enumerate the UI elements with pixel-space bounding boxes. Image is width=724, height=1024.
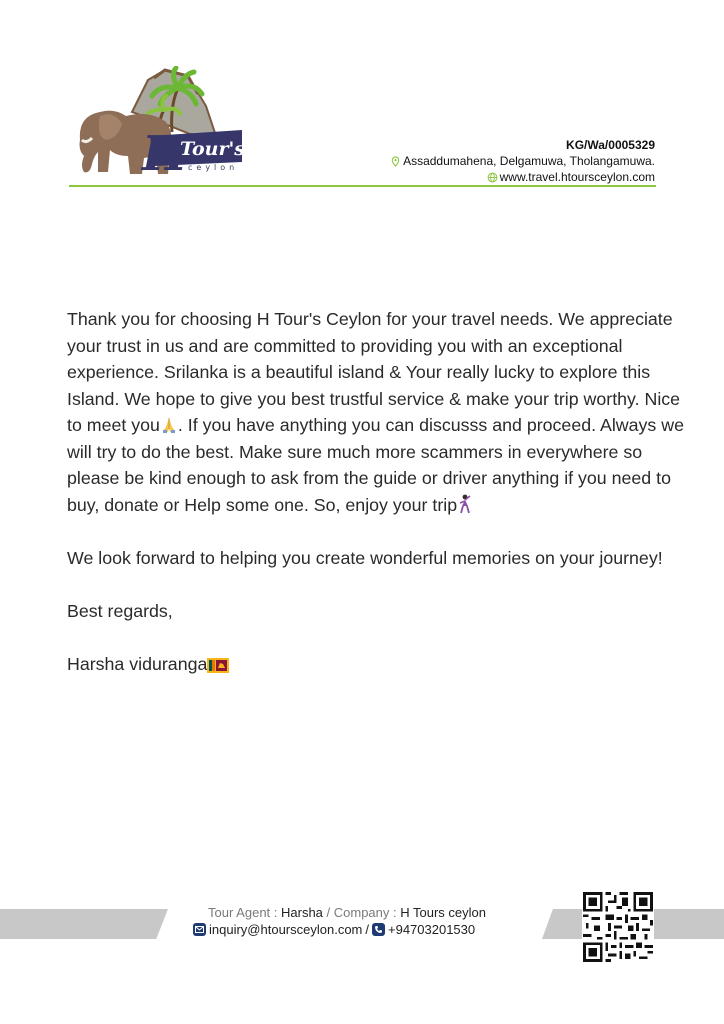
svg-text:Tour's: Tour's: [180, 138, 245, 160]
letter-body: [67, 306, 687, 677]
globe-icon: [487, 172, 498, 183]
mail-icon: [193, 923, 206, 936]
contact-separator: /: [365, 922, 369, 937]
company-name: H Tours ceylon: [400, 905, 486, 920]
address-line: [390, 154, 655, 168]
agent-name: Harsha: [281, 905, 323, 920]
footer-contact-line: [193, 922, 475, 937]
sri-lanka-flag-icon: [207, 658, 229, 673]
website-line[interactable]: [487, 170, 655, 184]
letter-paragraph-2: We look forward to helping you create wonderful memories on your journey!: [67, 547, 663, 568]
qr-code-icon[interactable]: [582, 891, 654, 963]
folded-hands-icon: [160, 416, 178, 434]
email-link[interactable]: inquiry@htoursceylon.com: [209, 922, 363, 937]
registration-number: KG/Wa/0005329: [566, 138, 655, 152]
letter-signature: Harsha viduranga: [67, 651, 687, 678]
footer-stripe-left: [0, 909, 168, 939]
phone-number[interactable]: +94703201530: [388, 922, 476, 937]
address-text: Assaddumahena, Delgamuwa, Tholangamuwa.: [403, 154, 655, 168]
company-logo: [70, 66, 250, 184]
website-link[interactable]: www.travel.htoursceylon.com: [499, 170, 655, 184]
location-pin-icon: [390, 156, 401, 167]
letter-closing: Best regards,: [67, 600, 173, 621]
dancer-icon: [457, 494, 473, 514]
header-divider: [69, 185, 656, 187]
letter-paragraph-1: Thank you for choosing H Tour's Ceylon for your travel needs. We appreciate your trust in us and are committed to providing you with an exceptional experience. Srilanka is a beautiful island & Your really lucky to explore this Island. We hope to give you best trustful service & make your trip worthy. Nice to meet you . If you have anything you can discusss and proceed. Always we will try to do the best. Make sure much more scammers in everywhere so please be kind enough to ask from the guide or driver anything if you need to buy, donate or Help some one. So, enjoy your trip: [67, 309, 684, 515]
svg-text:H: H: [142, 126, 188, 182]
phone-icon: [372, 923, 385, 936]
logo-subtitle: ceylon: [188, 163, 239, 172]
footer-agent-line: Tour Agent : Harsha / Company : H Tours ceylon: [208, 905, 486, 920]
